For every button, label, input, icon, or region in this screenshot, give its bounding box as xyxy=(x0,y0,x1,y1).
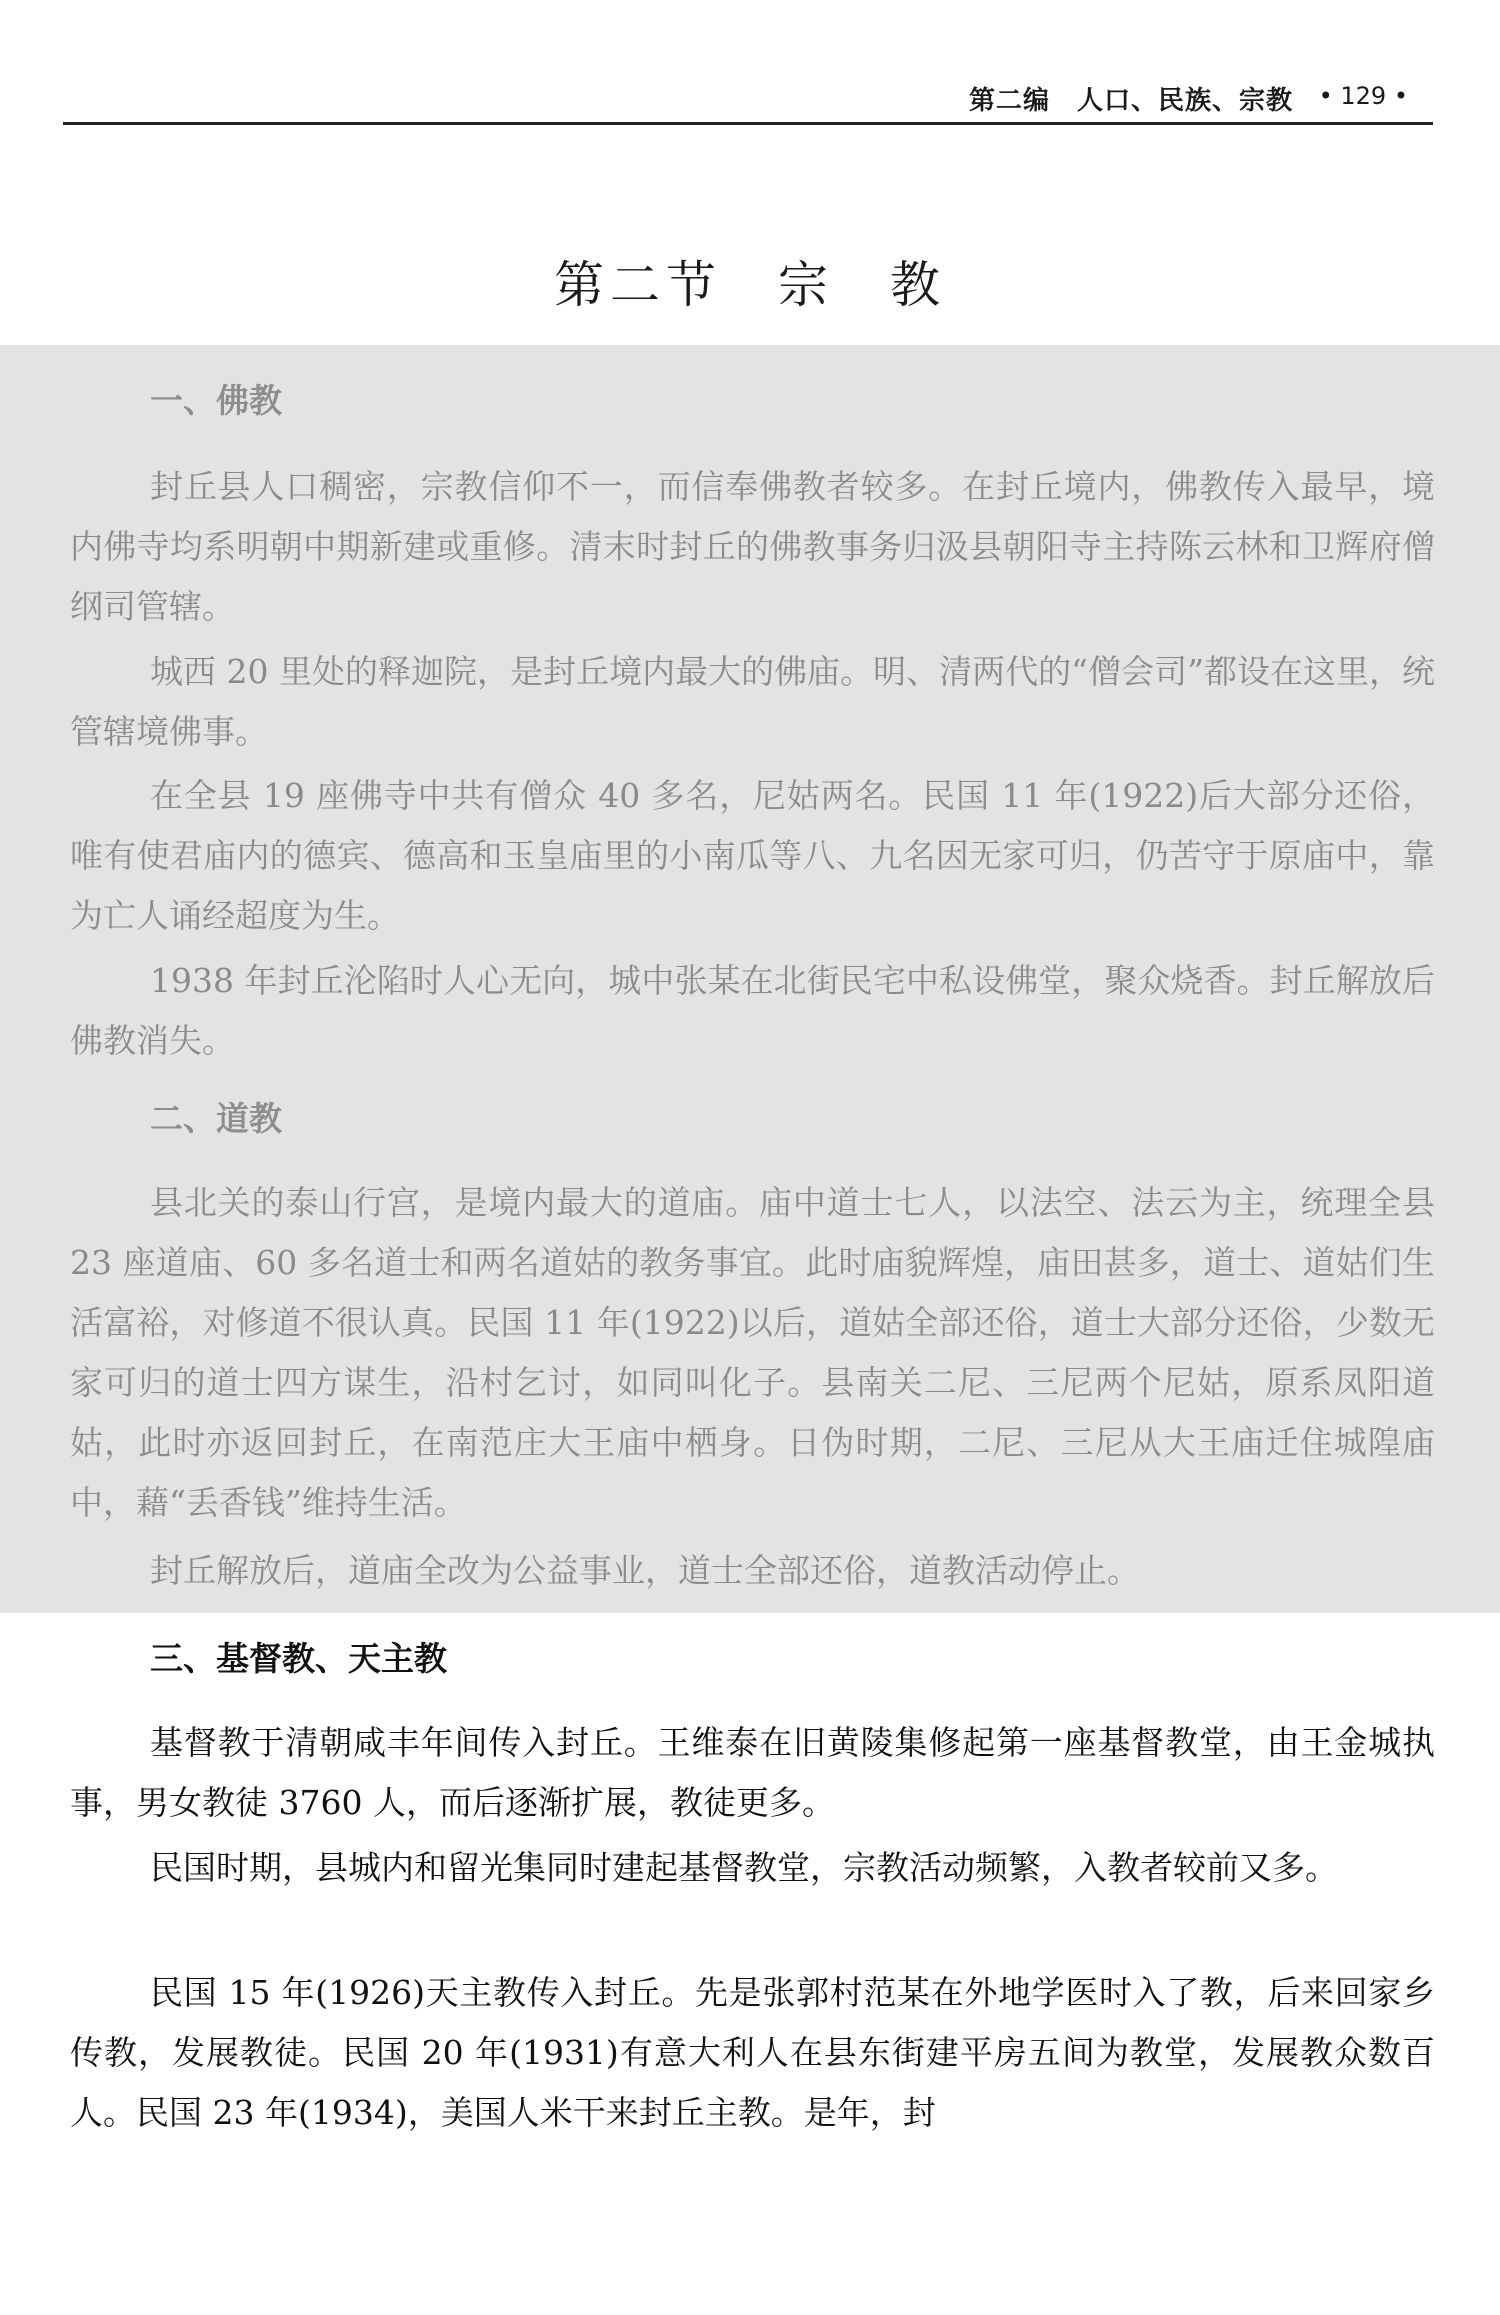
paragraph: 封丘县人口稠密，宗教信仰不一，而信奉佛教者较多。在封丘境内，佛教传入最早，境内佛寺均系明朝中期新建或重修。清末时封丘的佛教事务归汲县朝阳寺主持陈云林和卫辉府僧纲司管辖。 xyxy=(70,467,1435,626)
paragraph: 1938 年封丘沦陷时人心无向，城中张某在北街民宅中私设佛堂，聚众烧香。封丘解放后佛教消失。 xyxy=(70,961,1435,1060)
paragraph: 封丘解放后，道庙全改为公益事业，道士全部还俗，道教活动停止。 xyxy=(150,1551,1140,1590)
paragraph: 在全县 19 座佛寺中共有僧众 40 多名，尼姑两名。民国 11 年(1922)后大部分还俗，唯有使君庙内的德宾、德高和玉皇庙里的小南瓜等八、九名因无家可归，仍苦守于原庙中，靠为亡人诵经超度为生。 xyxy=(70,776,1435,935)
header-section-title: 第二编 人口、民族、宗教 xyxy=(968,86,1293,116)
running-header xyxy=(63,70,1433,125)
page-number: • 129 • xyxy=(1318,82,1408,110)
page-title: 第二节 宗 教 xyxy=(554,256,946,314)
section-heading-taoism: 二、道教 xyxy=(150,1099,282,1138)
paragraph: 县北关的泰山行宫，是境内最大的道庙。庙中道士七人，以法空、法云为主，统理全县 23 座道庙、60 多名道士和两名道姑的教务事宜。此时庙貌辉煌，庙田甚多，道士、道姑们生活富裕，对修道不很认真。民国 11 年(1922)以后，道姑全部还俗，道士大部分还俗，少数无家可归的道士四方谋生，沿村乞讨，如同叫化子。县南关二尼、三尼两个尼姑，原系凤阳道姑，此时亦返回封丘，在南范庄大王庙中栖身。日伪时期，二尼、三尼从大王庙迁住城隍庙中，藉“丢香钱”维持生活。 xyxy=(70,1183,1435,1522)
shaded-region xyxy=(0,345,1500,1613)
paragraph: 民国时期，县城内和留光集同时建起基督教堂，宗教活动频繁，入教者较前又多。 xyxy=(150,1848,1338,1887)
section-heading-buddhism: 一、佛教 xyxy=(150,381,282,420)
paragraph: 基督教于清朝咸丰年间传入封丘。王维泰在旧黄陵集修起第一座基督教堂，由王金城执事，男女教徒 3760 人，而后逐渐扩展，教徒更多。 xyxy=(70,1723,1435,1822)
paragraph: 民国 15 年(1926)天主教传入封丘。先是张郭村范某在外地学医时入了教，后来回家乡传教，发展教徒。民国 20 年(1931)有意大利人在县东街建平房五间为教堂，发展教众数百人。民国 23 年(1934)，美国人米干来封丘主教。是年，封 xyxy=(70,1973,1435,2132)
section-heading-christianity: 三、基督教、天主教 xyxy=(150,1639,447,1678)
paragraph: 城西 20 里处的释迦院，是封丘境内最大的佛庙。明、清两代的“僧会司”都设在这里，统管辖境佛事。 xyxy=(70,652,1435,751)
